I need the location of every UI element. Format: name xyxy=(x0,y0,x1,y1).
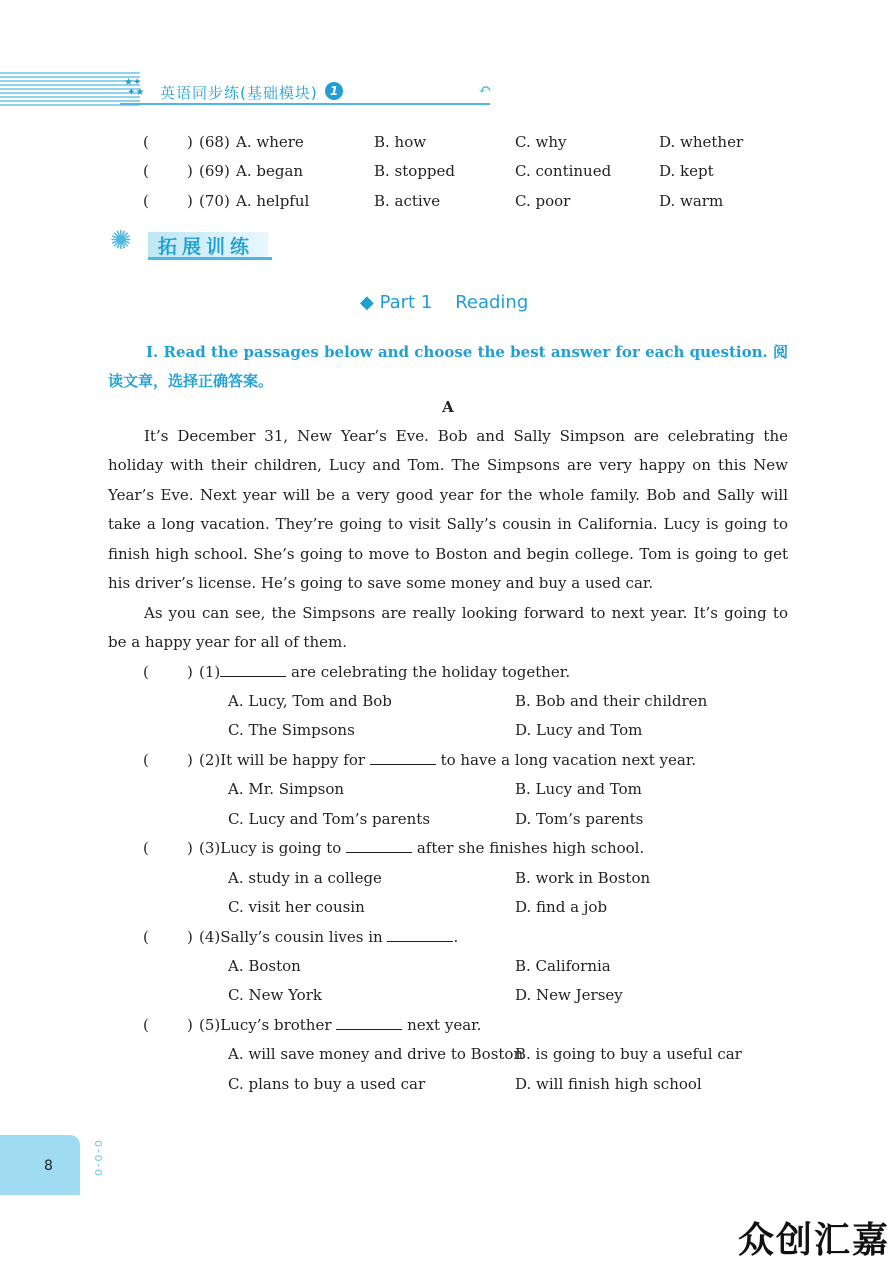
answer-paren-open: ( xyxy=(143,133,149,151)
answer-blank xyxy=(387,929,453,942)
answer-paren-open: ( xyxy=(143,663,149,681)
part-label: Part 1 xyxy=(379,292,433,313)
page-number: 8 xyxy=(44,1158,53,1174)
option-c: C. visit her cousin xyxy=(228,898,365,916)
answer-paren-close: ) xyxy=(187,192,193,210)
answer-paren-close: ) xyxy=(187,663,193,681)
option-b: B. Lucy and Tom xyxy=(515,780,642,798)
page-tab xyxy=(0,1135,80,1195)
question-stem xyxy=(199,928,458,946)
answer-paren-close: ) xyxy=(187,751,193,769)
answer-paren-open: ( xyxy=(143,839,149,857)
option-a: A. helpful xyxy=(236,192,310,210)
question-number: (2) xyxy=(199,751,221,769)
answer-paren-open: ( xyxy=(143,1016,149,1034)
option-b: B. active xyxy=(374,192,441,210)
answer-paren-close: ) xyxy=(187,162,193,180)
option-b: B. work in Boston xyxy=(515,869,651,887)
option-d: D. find a job xyxy=(515,898,608,916)
stem-post: are celebrating the holiday together. xyxy=(286,663,571,681)
option-b: B. California xyxy=(515,957,611,975)
question-stem xyxy=(199,751,696,769)
option-c: C. continued xyxy=(515,162,612,180)
option-c: C. plans to buy a used car xyxy=(228,1075,426,1093)
part-heading xyxy=(360,292,528,313)
stem-post: to have a long vacation next year. xyxy=(435,751,697,769)
answer-paren-close: ) xyxy=(187,839,193,857)
option-d: D. whether xyxy=(659,133,744,151)
option-d: D. New Jersey xyxy=(515,986,623,1004)
stem-post: next year. xyxy=(402,1016,482,1034)
question-number: (3) xyxy=(199,839,221,857)
stem-post: . xyxy=(453,928,459,946)
question-number: (69) xyxy=(199,162,230,180)
question-stem xyxy=(199,1016,481,1034)
answer-blank xyxy=(370,752,436,765)
option-a: A. Lucy, Tom and Bob xyxy=(228,692,392,710)
answer-paren-close: ) xyxy=(187,928,193,946)
answer-paren-open: ( xyxy=(143,162,149,180)
option-b: B. stopped xyxy=(374,162,455,180)
option-a: A. began xyxy=(236,162,304,180)
passage-paragraph: As you can see, the Simpsons are really looking forward to next year. It’s going to be a happy year for all of them. xyxy=(108,604,788,652)
question-stem xyxy=(199,663,570,681)
answer-paren-open: ( xyxy=(143,192,149,210)
instruction: Ⅰ. Read the passages below and choose the best answer for each question. 阅读文章，选择正确答案。 xyxy=(108,343,788,390)
stem-pre: Lucy is going to xyxy=(220,839,347,857)
passage-letter: A xyxy=(442,398,454,416)
option-a: A. will save money and drive to Boston xyxy=(228,1045,524,1063)
option-c: C. New York xyxy=(228,986,322,1004)
stem-pre: It will be happy for xyxy=(220,751,370,769)
option-c: C. poor xyxy=(515,192,571,210)
option-a: A. Mr. Simpson xyxy=(228,780,345,798)
option-d: D. Lucy and Tom xyxy=(515,721,643,739)
passage-paragraph: It’s December 31, New Year’s Eve. Bob and Sally Simpson are celebrating the holiday with their children, Lucy and Tom. The Simpsons are very happy on this New Year’s Eve. Next year will be a very good year for the whole family. Bob and Sally will take a long vacation. They’re going to visit Sally’s cousin in California. Lucy is going to finish high school. She’s going to move to Boston and begin college. Tom is going to get his driver’s license. He’s going to save some money and buy a used car. xyxy=(108,427,788,593)
stem-pre: Lucy’s brother xyxy=(220,1016,337,1034)
option-b: B. Bob and their children xyxy=(515,692,708,710)
watermark: 众创汇嘉 xyxy=(738,1220,891,1261)
answer-paren-open: ( xyxy=(143,751,149,769)
option-b: B. how xyxy=(374,133,427,151)
swirl-icon: ↶ xyxy=(478,80,492,99)
option-d: D. will finish high school xyxy=(515,1075,702,1093)
option-a: A. study in a college xyxy=(228,869,382,887)
question-number: (70) xyxy=(199,192,230,210)
part-name: Reading xyxy=(455,292,529,313)
option-d: D. kept xyxy=(659,162,714,180)
answer-blank xyxy=(346,840,412,853)
answer-blank xyxy=(336,1017,402,1030)
question-number: (1) xyxy=(199,663,221,681)
option-d: D. Tom’s parents xyxy=(515,810,644,828)
option-c: C. why xyxy=(515,133,567,151)
answer-paren-close: ) xyxy=(187,133,193,151)
option-a: A. where xyxy=(236,133,304,151)
question-number: (4) xyxy=(199,928,221,946)
stars-icon: ★✦ ✦★ xyxy=(124,77,145,98)
answer-paren-open: ( xyxy=(143,928,149,946)
diamond-icon: ◆ xyxy=(360,292,374,313)
option-a: A. Boston xyxy=(228,957,301,975)
stem-post: after she finishes high school. xyxy=(412,839,645,857)
header-rule xyxy=(120,103,490,105)
option-b: B. is going to buy a useful car xyxy=(515,1045,742,1063)
question-number: (5) xyxy=(199,1016,221,1034)
answer-paren-close: ) xyxy=(187,1016,193,1034)
header-stripe-band xyxy=(0,72,140,106)
option-d: D. warm xyxy=(659,192,724,210)
question-number: (68) xyxy=(199,133,230,151)
section-title: 拓展训练 xyxy=(158,236,255,258)
option-c: C. The Simpsons xyxy=(228,721,355,739)
stem-pre: Sally’s cousin lives in xyxy=(220,928,388,946)
book-title: 英语同步练(基础模块) xyxy=(160,84,318,102)
question-stem xyxy=(199,839,644,857)
chain-icon: o-o-o xyxy=(92,1140,106,1177)
volume-badge: 1 xyxy=(325,82,343,100)
answer-blank xyxy=(220,664,286,677)
runner-icon: ✺ xyxy=(110,226,132,256)
option-c: C. Lucy and Tom’s parents xyxy=(228,810,431,828)
